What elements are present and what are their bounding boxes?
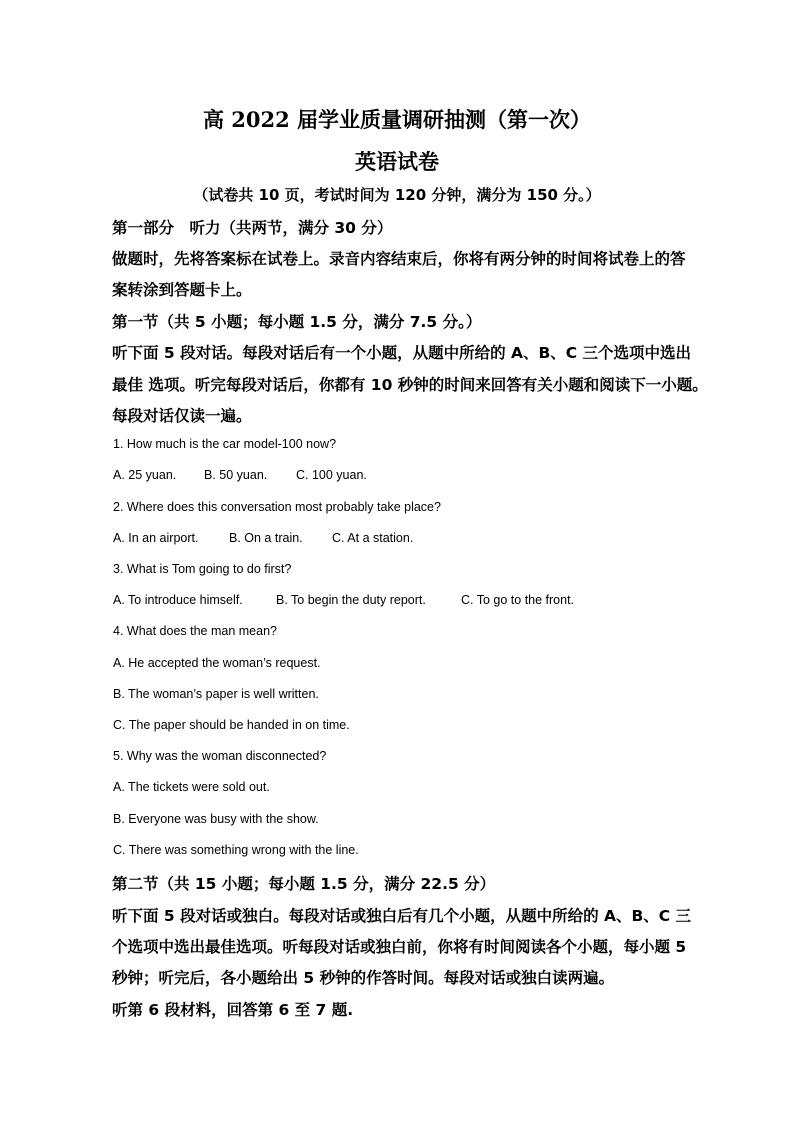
question-2-option-c: C. At a station. xyxy=(332,531,414,545)
question-5-option-b: B. Everyone was busy with the show. xyxy=(113,812,319,826)
part1-heading: 第一部分 听力（共两节，满分 30 分） xyxy=(112,219,393,237)
question-3-option-b: B. To begin the duty report. xyxy=(276,593,426,607)
section2-heading: 第二节（共 15 小题；每小题 1.5 分，满分 22.5 分） xyxy=(112,875,496,893)
exam-note: （试卷共 10 页，考试时间为 120 分钟，满分为 150 分。） xyxy=(193,186,601,204)
question-4-option-b: B. The woman’s paper is well written. xyxy=(113,687,319,701)
part1-instructions-line2: 案转涂到答题卡上。 xyxy=(112,281,252,299)
question-2-option-a: A. In an airport. xyxy=(113,531,199,545)
question-5-option-a: A. The tickets were sold out. xyxy=(113,780,270,794)
question-4-option-c: C. The paper should be handed in on time. xyxy=(113,718,350,732)
question-3-option-c: C. To go to the front. xyxy=(461,593,575,607)
part1-instructions-line1: 做题时，先将答案标在试卷上。录音内容结束后，你将有两分钟的时间将试卷上的答 xyxy=(112,250,686,268)
question-3-options xyxy=(113,593,574,607)
section2-instructions-line1: 听下面 5 段对话或独白。每段对话或独白后有几个小题，从题中所给的 A、B、C 三 xyxy=(112,907,692,925)
section1-instructions-line3: 每段对话仅读一遍。 xyxy=(112,407,252,425)
section1-heading: 第一节（共 5 小题；每小题 1.5 分，满分 7.5 分。） xyxy=(112,313,482,331)
question-1-option-b: B. 50 yuan. xyxy=(204,468,268,482)
question-1-option-c: C. 100 yuan. xyxy=(296,468,367,482)
question-4-option-a: A. He accepted the woman’s request. xyxy=(113,656,321,670)
question-5-stem: 5. Why was the woman disconnected? xyxy=(113,749,327,763)
question-4-stem: 4. What does the man mean? xyxy=(113,624,277,638)
question-2-option-b: B. On a train. xyxy=(229,531,303,545)
section1-instructions-line2: 最佳 选项。听完每段对话后，你都有 10 秒钟的时间来回答有关小题和阅读下一小题。 xyxy=(112,376,708,394)
section2-material-note: 听第 6 段材料，回答第 6 至 7 题. xyxy=(112,1001,354,1019)
exam-subtitle: 英语试卷 xyxy=(355,149,439,174)
section2-instructions-line3: 秒钟；听完后，各小题给出 5 秒钟的作答时间。每段对话或独白读两遍。 xyxy=(112,969,615,987)
section2-instructions-line2: 个选项中选出最佳选项。听每段对话或独白前，你将有时间阅读各个小题，每小题 5 xyxy=(112,938,687,956)
question-3-stem: 3. What is Tom going to do first? xyxy=(113,562,292,576)
exam-title: 高 2022 届学业质量调研抽测（第一次） xyxy=(202,107,592,132)
question-5-option-c: C. There was something wrong with the line. xyxy=(113,843,359,857)
question-1-options xyxy=(113,468,367,482)
question-2-options xyxy=(113,531,413,545)
question-2-stem: 2. Where does this conversation most probably take place? xyxy=(113,500,441,514)
question-3-option-a: A. To introduce himself. xyxy=(113,593,243,607)
question-1-option-a: A. 25 yuan. xyxy=(113,468,177,482)
question-1-stem: 1. How much is the car model-100 now? xyxy=(113,437,337,451)
section1-instructions-line1: 听下面 5 段对话。每段对话后有一个小题，从题中所给的 A、B、C 三个选项中选出 xyxy=(112,344,692,362)
